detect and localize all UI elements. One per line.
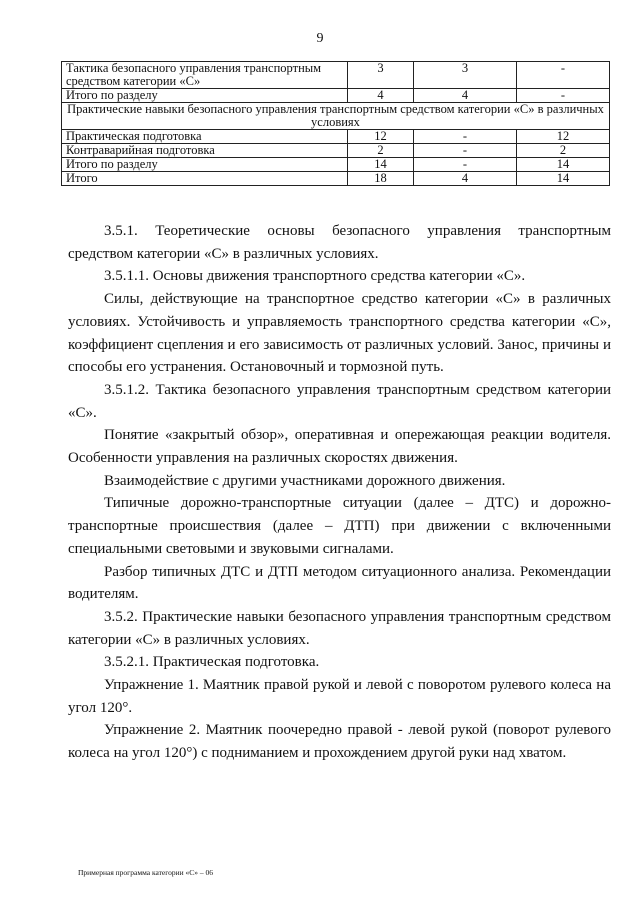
table-cell: 2: [348, 144, 414, 158]
paragraph: Упражнение 2. Маятник поочередно правой - левой рукой (поворот рулевого колеса на угол 120°) с подниманием и прохождением другой руки над хватом.: [68, 722, 611, 762]
table-cell: -: [414, 144, 517, 158]
table-cell: Итого по разделу: [62, 89, 348, 103]
paragraph: 3.5.1.1. Основы движения транспортного средства категории «С».: [104, 268, 526, 285]
paragraph: Понятие «закрытый обзор», оперативная и опережающая реакции водителя. Особенности управления на различных скоростях движения.: [68, 427, 611, 467]
table-cell: 3: [348, 62, 414, 89]
table-section-row: [62, 103, 610, 130]
table-row: [62, 62, 610, 89]
table-row: [62, 144, 610, 158]
table-cell: Практическая подготовка: [62, 130, 348, 144]
table-cell: 4: [414, 172, 517, 186]
table-cell: 14: [348, 158, 414, 172]
table-cell: 12: [348, 130, 414, 144]
table-row: [62, 89, 610, 103]
paragraph: Упражнение 1. Маятник правой рукой и левой с поворотом рулевого колеса на угол 120°.: [68, 677, 611, 716]
paragraph: Силы, действующие на транспортное средство категории «С» в различных условиях. Устойчивость и управляемость транспортного средства категории «С», коэффициент сцепления и его зависимость от различных условий. Занос, причины и способы его устранения. Остановочный и тормозной путь.: [68, 291, 611, 376]
table-section-heading: Практические навыки безопасного управления транспортным средством категории «С» в различных условиях: [62, 103, 610, 130]
table-row: [62, 130, 610, 144]
paragraph: Разбор типичных ДТС и ДТП методом ситуационного анализа. Рекомендации водителям.: [68, 563, 611, 603]
table-cell: Итого: [62, 172, 348, 186]
hours-table: [61, 61, 610, 186]
table-cell: 3: [414, 62, 517, 89]
table-cell: 4: [348, 89, 414, 103]
paragraph: 3.5.2. Практические навыки безопасного управления транспортным средством категории «С» в различных условиях.: [68, 608, 611, 648]
page-number: 9: [316, 31, 324, 46]
table-cell: 14: [517, 172, 610, 186]
table-cell: 12: [517, 130, 610, 144]
table-row: [62, 158, 610, 172]
table-cell: -: [414, 158, 517, 172]
paragraph: 3.5.2.1. Практическая подготовка.: [104, 654, 320, 671]
table-row: [62, 172, 610, 186]
table-cell: Контраварийная подготовка: [62, 144, 348, 158]
paragraph: 3.5.1. Теоретические основы безопасного управления транспортным средством категории «С» в различных условиях.: [68, 223, 611, 262]
table-cell: Итого по разделу: [62, 158, 348, 172]
paragraph: Взаимодействие с другими участниками дорожного движения.: [104, 472, 506, 489]
table-cell: 14: [517, 158, 610, 172]
table-cell: 4: [414, 89, 517, 103]
table-cell: -: [517, 62, 610, 89]
paragraph: Типичные дорожно-транспортные ситуации (далее – ДТС) и дорожно-транспортные происшествия (далее – ДТП) при движении с включенными специальными световыми и звуковыми сигналами.: [68, 495, 611, 557]
table-cell: -: [414, 130, 517, 144]
table-cell: 2: [517, 144, 610, 158]
table-cell: -: [517, 89, 610, 103]
table-cell: Тактика безопасного управления транспортным средством категории «С»: [62, 62, 348, 89]
table-cell: 18: [348, 172, 414, 186]
paragraph: 3.5.1.2. Тактика безопасного управления транспортным средством категории «С».: [68, 381, 611, 421]
page-footer: Примерная программа категории «С» – 06: [78, 868, 214, 877]
body-text: [68, 220, 611, 765]
